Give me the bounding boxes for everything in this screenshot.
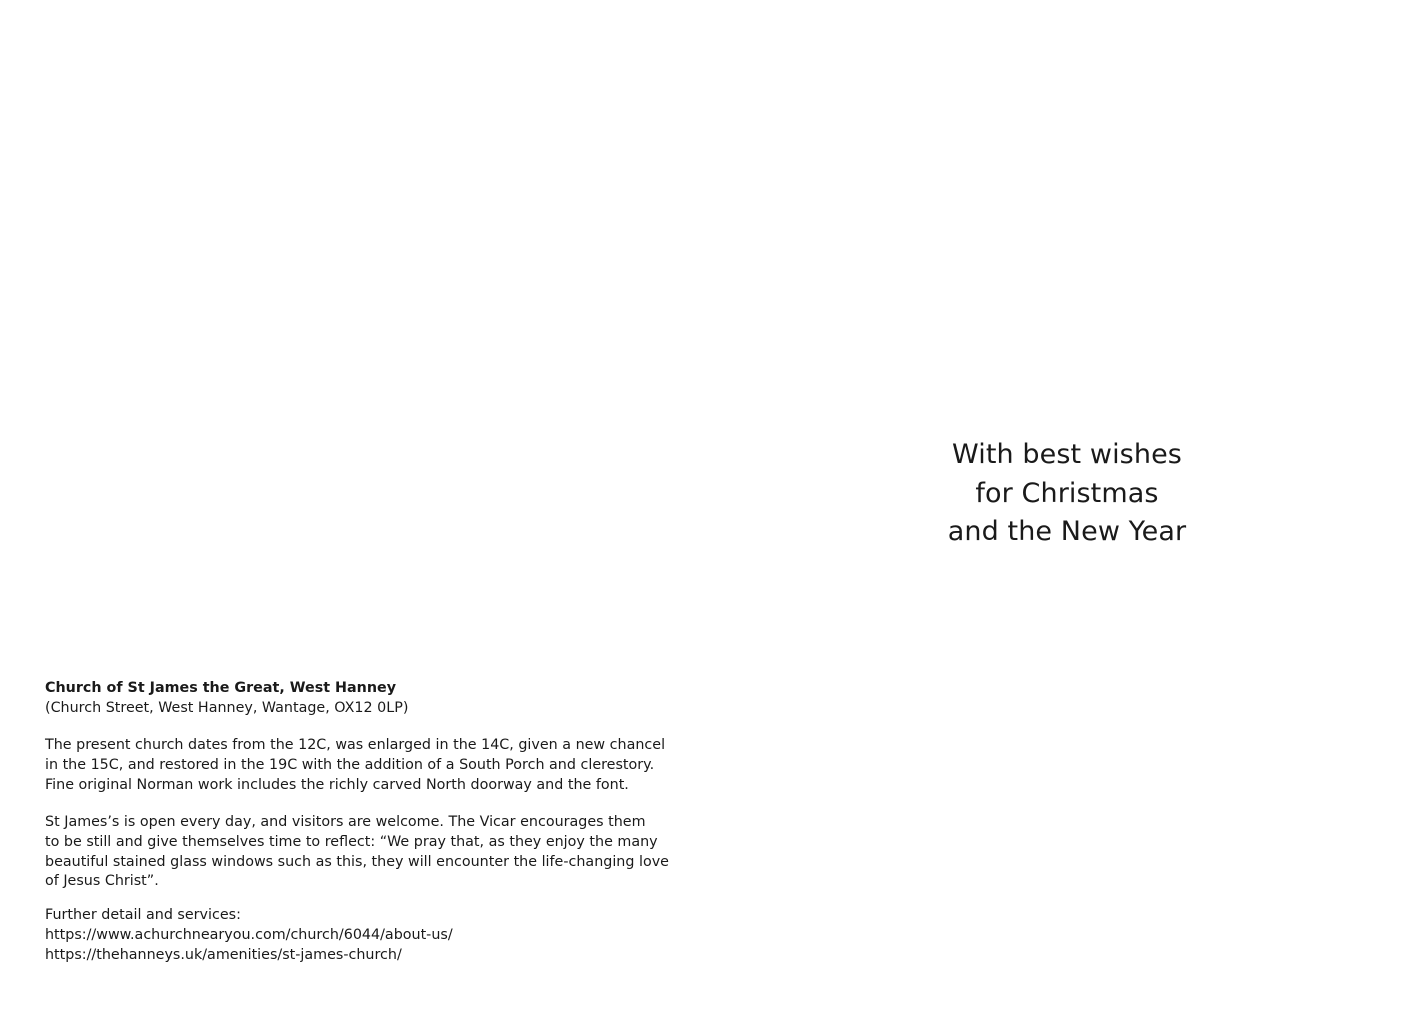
thehanneys-link[interactable]: https://thehanneys.uk/amenities/st-james-church/ bbox=[45, 946, 402, 963]
paragraph-line: Fine original Norman work includes the richly carved North doorway and the font. bbox=[45, 776, 629, 793]
greeting-message bbox=[900, 436, 1234, 552]
further-detail bbox=[45, 906, 665, 965]
visitors-paragraph bbox=[45, 813, 669, 892]
greeting-line: With best wishes bbox=[952, 439, 1182, 470]
church-address: (Church Street, West Hanney, Wantage, OX12 0LP) bbox=[45, 699, 409, 716]
church-title: Church of St James the Great, West Hanney bbox=[45, 680, 397, 696]
greeting-line: and the New Year bbox=[947, 516, 1187, 547]
paragraph-line: The present church dates from the 12C, was enlarged in the 14C, given a new chancel bbox=[45, 737, 666, 754]
paragraph-line: St James’s is open every day, and visitors are welcome. The Vicar encourages them bbox=[45, 813, 646, 830]
paragraph-line: beautiful stained glass windows such as this, they will encounter the life-changing love bbox=[45, 853, 669, 870]
paragraph-line: to be still and give themselves time to reflect: “We pray that, as they enjoy the many bbox=[45, 833, 658, 850]
church-info bbox=[45, 679, 669, 966]
history-paragraph bbox=[45, 736, 665, 795]
paragraph-line: of Jesus Christ”. bbox=[45, 873, 159, 890]
greeting-line: for Christmas bbox=[975, 477, 1159, 509]
achurchnearyou-link[interactable]: https://www.achurchnearyou.com/church/6044/about-us/ bbox=[45, 926, 453, 943]
paragraph-line: in the 15C, and restored in the 19C with the addition of a South Porch and clerestory. bbox=[45, 756, 655, 773]
further-detail-label: Further detail and services: bbox=[45, 907, 241, 924]
